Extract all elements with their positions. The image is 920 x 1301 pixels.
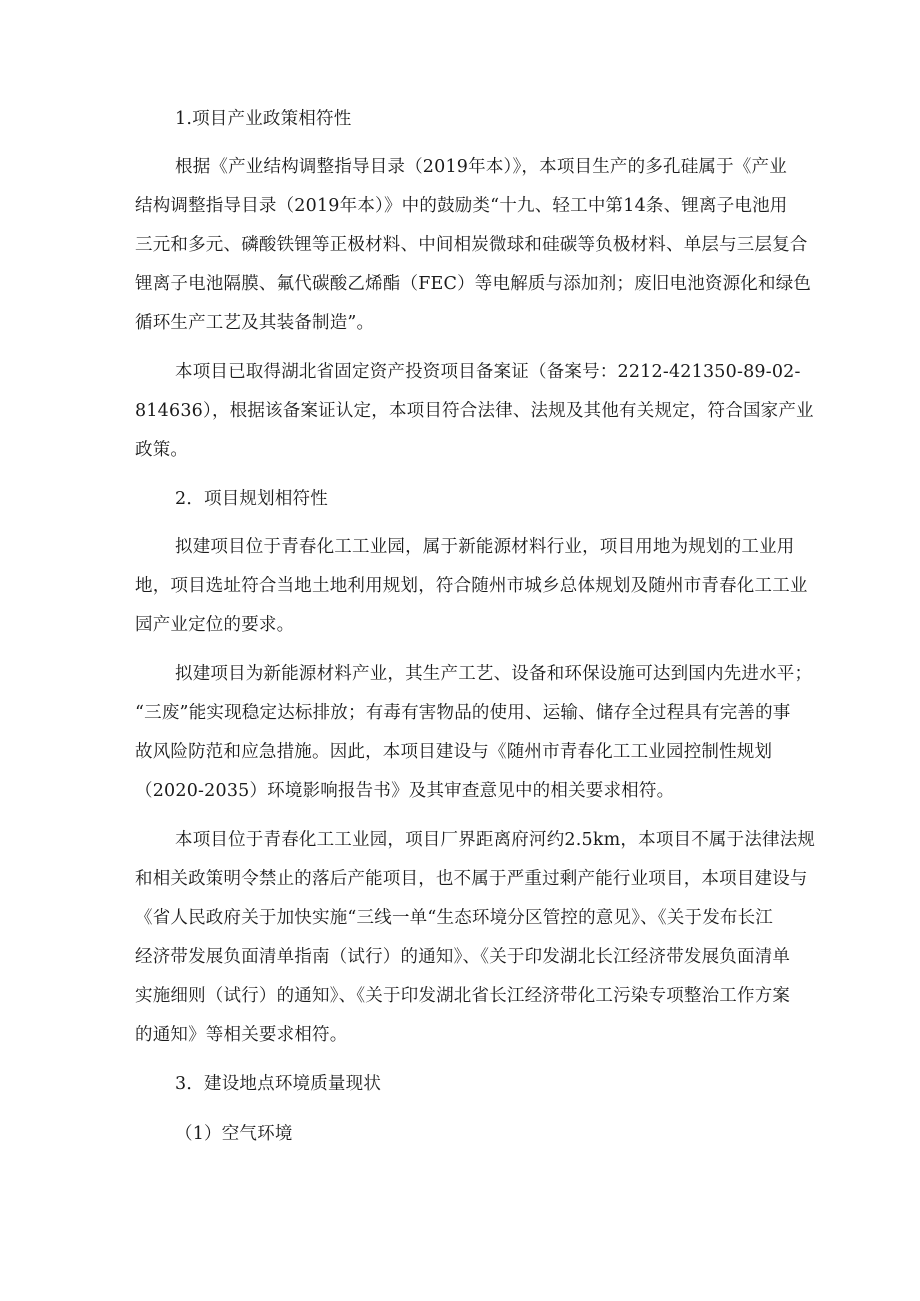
paragraph-line: 和相关政策明令禁止的落后产能项目，也不属于严重过剩产能行业项目，本项目建设与 xyxy=(135,869,808,889)
paragraph-line: 814636），根据该备案证认定，本项目符合法律、法规及其他有关规定，符合国家产业 xyxy=(135,401,814,421)
paragraph-line: 结构调整指导目录（2019年本）》中的鼓励类“十九、轻工中第14条、锂离子电池用 xyxy=(135,196,788,216)
paragraph-line: 政策。 xyxy=(135,440,189,460)
paragraph-line: （2020-2035）环境影响报告书》及其审查意见中的相关要求相符。 xyxy=(135,781,675,801)
paragraph-line: 园产业定位的要求。 xyxy=(135,615,295,635)
paragraph-line: 拟建项目位于青春化工工业园，属于新能源材料行业，项目用地为规划的工业用 xyxy=(175,537,795,557)
paragraph-line: 的通知》等相关要求相符。 xyxy=(135,1025,348,1045)
paragraph-line: 地，项目选址符合当地土地利用规划，符合随州市城乡总体规划及随州市青春化工工业 xyxy=(135,576,808,596)
section-heading-3: 3．建设地点环境质量现状 xyxy=(175,1074,382,1094)
paragraph-line: “三废”能实现稳定达标排放；有毒有害物品的使用、运输、储存全过程具有完善的事 xyxy=(135,703,791,723)
paragraph-line: 拟建项目为新能源材料产业，其生产工艺、设备和环保设施可达到国内先进水平； xyxy=(175,664,813,684)
paragraph-line: 《省人民政府关于加快实施“三线一单“生态环境分区管控的意见》、《关于发布长江 xyxy=(135,908,773,928)
paragraph-line: 循环生产工艺及其装备制造”。 xyxy=(135,313,375,333)
paragraph-line: 根据《产业结构调整指导目录（2019年本）》，本项目生产的多孔硅属于《产业 xyxy=(175,157,787,177)
section-heading-2: 2．项目规划相符性 xyxy=(175,489,328,509)
paragraph-line: 锂离子电池隔膜、氟代碳酸乙烯酯（FEC）等电解质与添加剂；废旧电池资源化和绿色 xyxy=(135,274,812,294)
section-heading-1: 1.项目产业政策相符性 xyxy=(175,109,352,129)
paragraph-line: 三元和多元、磷酸铁锂等正极材料、中间相炭微球和硅碳等负极材料、单层与三层复合 xyxy=(135,235,808,255)
paragraph-line: 经济带发展负面清单指南（试行）的通知》、《关于印发湖北长江经济带发展负面清单 xyxy=(135,947,791,967)
paragraph-line: 本项目位于青春化工工业园，项目厂界距离府河约2.5km，本项目不属于法律法规 xyxy=(175,830,816,850)
paragraph-line: 实施细则（试行）的通知》、《关于印发湖北省长江经济带化工污染专项整治工作方案 xyxy=(135,986,791,1006)
paragraph-line: 本项目已取得湖北省固定资产投资项目备案证（备案号：2212-421350-89-02- xyxy=(175,362,801,382)
paragraph-line: 故风险防范和应急措施。因此，本项目建设与《随州市青春化工工业园控制性规划 xyxy=(135,742,773,762)
subsection-heading-air: （1）空气环境 xyxy=(175,1124,293,1144)
